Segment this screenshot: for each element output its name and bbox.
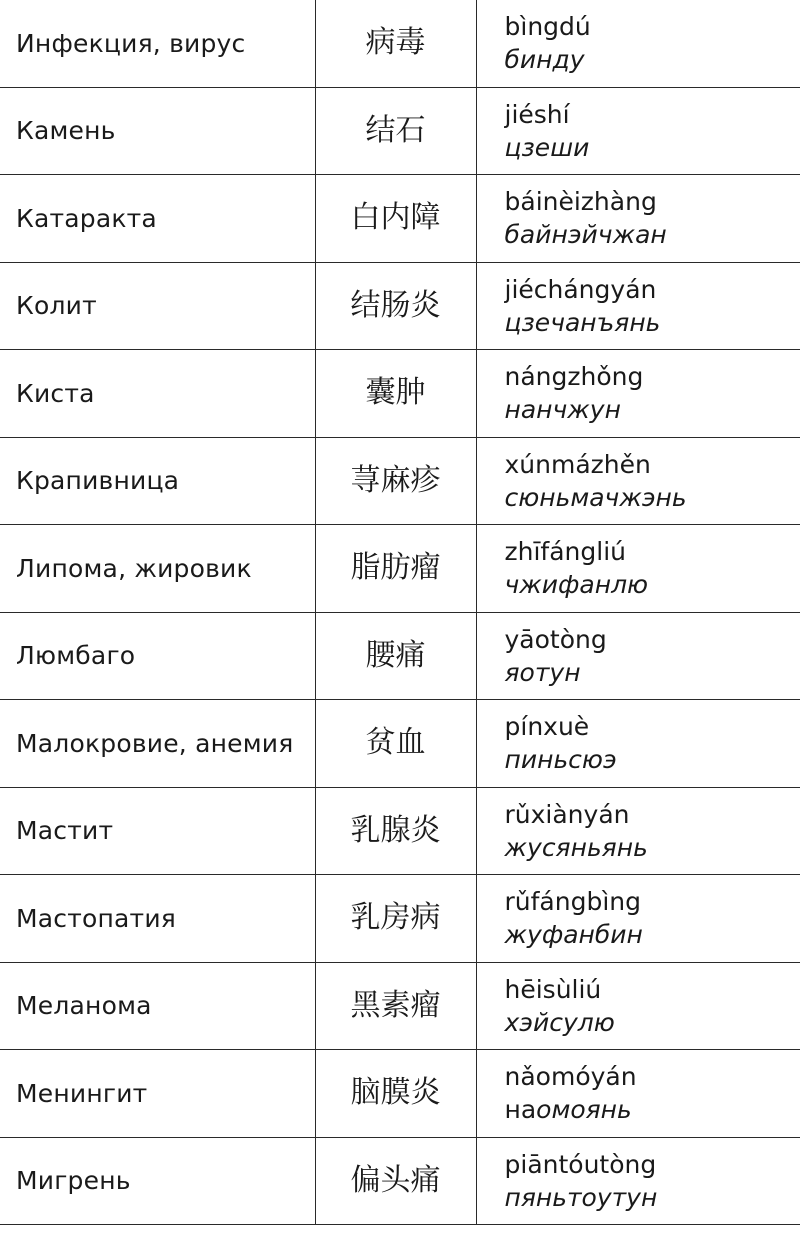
chinese-term: 偏头痛 xyxy=(350,1162,441,1198)
cyrillic-transcription: хэйсулю xyxy=(504,1007,615,1037)
chinese-term-cell xyxy=(315,1050,476,1138)
table-row xyxy=(0,875,800,963)
russian-term: Камень xyxy=(16,116,116,146)
chinese-term: 乳房病 xyxy=(350,900,441,936)
russian-term-cell xyxy=(0,525,315,613)
pinyin: nǎomóyán xyxy=(504,1062,637,1092)
cyrillic-transcription: жуфанбин xyxy=(504,920,643,950)
pinyin: bìngdú xyxy=(504,12,591,42)
transcription-upright-part: на xyxy=(504,1095,537,1125)
chinese-term-cell xyxy=(315,962,476,1050)
pinyin: rǔxiànyán xyxy=(504,799,630,829)
cyrillic-transcription: сюньмачжэнь xyxy=(504,482,687,512)
chinese-term-cell xyxy=(315,175,476,263)
chinese-term: 腰痛 xyxy=(365,637,426,673)
chinese-term-cell xyxy=(315,525,476,613)
russian-term-cell xyxy=(0,175,315,263)
chinese-term-cell xyxy=(315,700,476,788)
table-row xyxy=(0,437,800,525)
table-row xyxy=(0,787,800,875)
chinese-term: 乳腺炎 xyxy=(350,812,441,848)
chinese-term: 荨麻疹 xyxy=(350,462,441,498)
cyrillic-transcription: бинду xyxy=(504,45,585,75)
reading-cell xyxy=(476,0,800,87)
pinyin: yāotòng xyxy=(504,624,607,654)
russian-term: Катаракта xyxy=(16,203,157,233)
russian-term-cell xyxy=(0,700,315,788)
russian-term: Малокровие, анемия xyxy=(16,728,294,758)
russian-term-cell xyxy=(0,1137,315,1225)
reading-cell xyxy=(476,175,800,263)
russian-term-cell xyxy=(0,262,315,350)
pinyin: rǔfángbìng xyxy=(504,887,641,917)
reading-cell xyxy=(476,350,800,438)
chinese-term: 贫血 xyxy=(365,725,426,761)
reading-cell xyxy=(476,612,800,700)
cyrillic-transcription: цзеши xyxy=(504,132,590,162)
reading-cell xyxy=(476,525,800,613)
pinyin: piāntóutòng xyxy=(504,1149,657,1179)
table-row xyxy=(0,525,800,613)
russian-term: Инфекция, вирус xyxy=(16,28,246,58)
russian-term: Колит xyxy=(16,291,97,321)
russian-term: Меланома xyxy=(16,991,152,1021)
reading-cell xyxy=(476,437,800,525)
russian-term: Мигрень xyxy=(16,1166,131,1196)
cyrillic-transcription: цзечанъянь xyxy=(504,307,661,337)
chinese-term: 脂肪瘤 xyxy=(350,550,441,586)
chinese-term-cell xyxy=(315,437,476,525)
table-row xyxy=(0,612,800,700)
russian-term: Менингит xyxy=(16,1078,148,1108)
cyrillic-transcription: байнэйчжан xyxy=(504,220,667,250)
russian-term-cell xyxy=(0,87,315,175)
russian-term: Мастопатия xyxy=(16,903,177,933)
russian-term-cell xyxy=(0,437,315,525)
chinese-term-cell xyxy=(315,262,476,350)
russian-term: Липома, жировик xyxy=(16,553,252,583)
russian-term-cell xyxy=(0,350,315,438)
russian-term-cell xyxy=(0,612,315,700)
table-row xyxy=(0,700,800,788)
table-row xyxy=(0,262,800,350)
russian-term-cell xyxy=(0,962,315,1050)
chinese-term-cell xyxy=(315,350,476,438)
reading-cell xyxy=(476,962,800,1050)
table-row xyxy=(0,1137,800,1225)
chinese-term: 囊肿 xyxy=(365,375,426,411)
chinese-term: 黑素瘤 xyxy=(350,987,441,1023)
russian-term: Киста xyxy=(16,378,95,408)
table-row xyxy=(0,350,800,438)
cyrillic-transcription: яотун xyxy=(504,657,581,687)
reading-cell xyxy=(476,875,800,963)
cyrillic-transcription: жусяньянь xyxy=(504,832,648,862)
chinese-term: 白内障 xyxy=(350,200,441,236)
pinyin: pínxuè xyxy=(504,712,590,742)
chinese-term-cell xyxy=(315,875,476,963)
russian-term-cell xyxy=(0,787,315,875)
chinese-term: 结石 xyxy=(365,112,426,148)
pinyin: jiéchángyán xyxy=(504,274,657,304)
russian-term: Люмбаго xyxy=(16,641,136,671)
cyrillic-transcription: нанчжун xyxy=(504,395,621,425)
pinyin: jiéshí xyxy=(504,99,570,129)
pinyin: zhīfángliú xyxy=(504,537,626,567)
table-row xyxy=(0,87,800,175)
chinese-term-cell xyxy=(315,787,476,875)
table-row xyxy=(0,175,800,263)
reading-cell xyxy=(476,87,800,175)
chinese-term-cell xyxy=(315,1137,476,1225)
chinese-term-cell xyxy=(315,612,476,700)
pinyin: nángzhǒng xyxy=(504,362,644,392)
russian-term: Крапивница xyxy=(16,466,180,496)
pinyin: xúnmázhěn xyxy=(504,449,651,479)
russian-term-cell xyxy=(0,1050,315,1138)
chinese-term: 结肠炎 xyxy=(350,287,441,323)
russian-term-cell xyxy=(0,0,315,87)
russian-term: Мастит xyxy=(16,816,114,846)
chinese-term-cell xyxy=(315,87,476,175)
table-row xyxy=(0,1050,800,1138)
chinese-term: 病毒 xyxy=(365,25,426,61)
reading-cell xyxy=(476,262,800,350)
cyrillic-transcription: чжифанлю xyxy=(504,570,649,600)
table-row xyxy=(0,962,800,1050)
table-row xyxy=(0,0,800,87)
russian-term-cell xyxy=(0,875,315,963)
transcription-italic-part: омоянь xyxy=(536,1095,632,1125)
chinese-term: 脑膜炎 xyxy=(350,1075,441,1111)
reading-cell xyxy=(476,700,800,788)
cyrillic-transcription xyxy=(491,1093,800,1126)
chinese-term-cell xyxy=(315,0,476,87)
pinyin: báinèizhàng xyxy=(504,187,657,217)
cyrillic-transcription: пиньсюэ xyxy=(504,745,617,775)
reading-cell xyxy=(476,1137,800,1225)
cyrillic-transcription: пяньтоутун xyxy=(504,1182,658,1212)
pinyin: hēisùliú xyxy=(504,974,602,1004)
reading-cell xyxy=(476,1050,800,1138)
reading-cell xyxy=(476,787,800,875)
